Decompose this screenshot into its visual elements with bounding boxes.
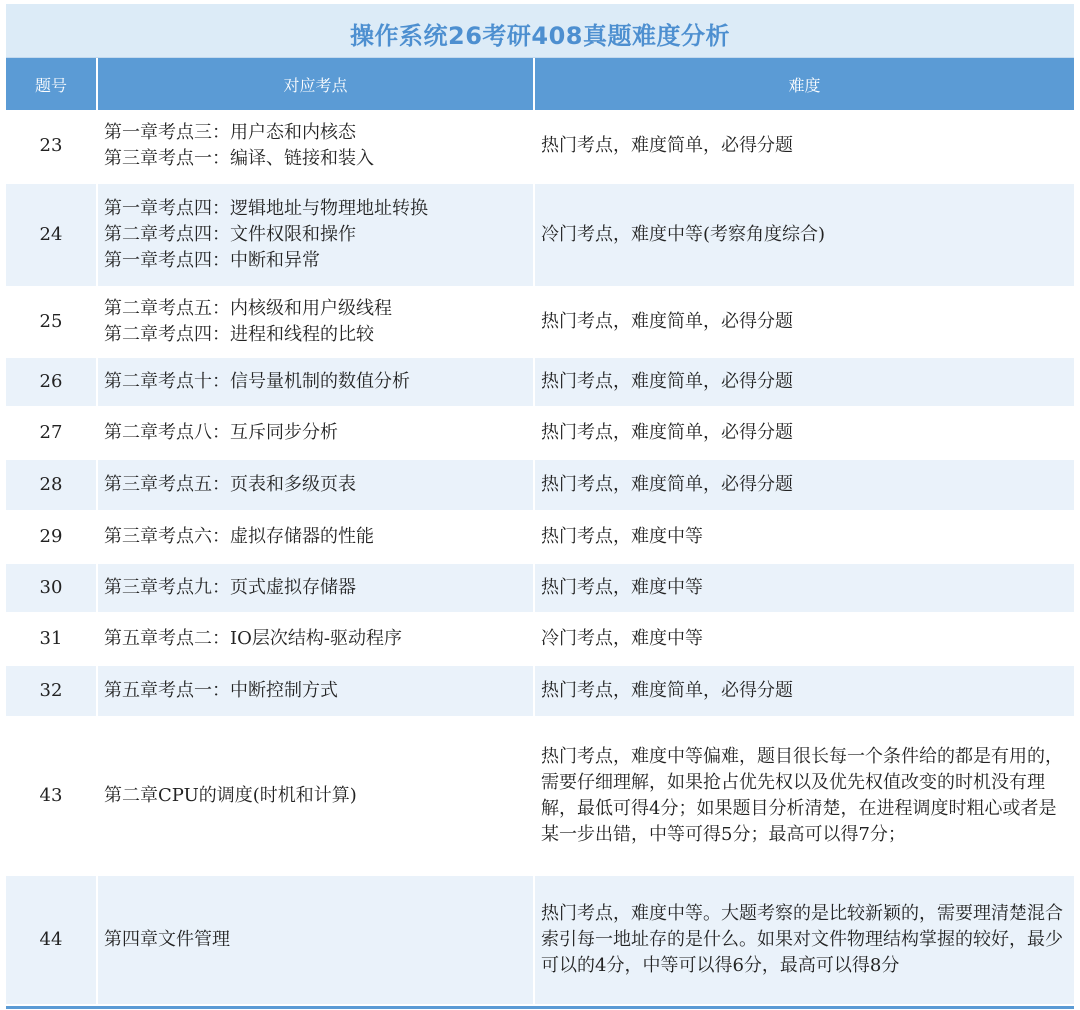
analysis-table bbox=[6, 58, 1074, 1006]
difficulty-cell bbox=[534, 717, 1074, 875]
topic-cell bbox=[97, 511, 534, 563]
topic-line: 第一章考点四：中断和异常 bbox=[104, 250, 320, 271]
table-row bbox=[6, 183, 1074, 287]
header-topic: 对应考点 bbox=[97, 58, 534, 110]
topic-line: 第五章考点二：IO层次结构-驱动程序 bbox=[104, 628, 402, 649]
table-row bbox=[6, 717, 1074, 875]
header-difficulty: 难度 bbox=[534, 58, 1074, 110]
difficulty-cell: 热门考点，难度中等 bbox=[534, 563, 1074, 613]
difficulty-cell: 热门考点，难度中等 bbox=[534, 511, 1074, 563]
table-row bbox=[6, 459, 1074, 511]
topic-cell bbox=[97, 717, 534, 875]
page-title: 操作系统26考研408真题难度分析 bbox=[350, 22, 730, 50]
table-row bbox=[6, 287, 1074, 357]
table-row bbox=[6, 563, 1074, 613]
question-number: 28 bbox=[6, 459, 97, 511]
table-row bbox=[6, 357, 1074, 407]
difficulty-cell bbox=[534, 875, 1074, 1005]
topic-line: 第三章考点六：虚拟存储器的性能 bbox=[104, 526, 374, 547]
question-number: 27 bbox=[6, 407, 97, 459]
question-number: 29 bbox=[6, 511, 97, 563]
difficulty-cell: 冷门考点，难度中等 bbox=[534, 613, 1074, 665]
topic-line: 第二章考点八：互斥同步分析 bbox=[104, 422, 338, 443]
table-row bbox=[6, 110, 1074, 183]
topic-cell bbox=[97, 287, 534, 357]
topic-line: 第二章考点五：内核级和用户级线程 bbox=[104, 298, 392, 319]
topic-cell bbox=[97, 407, 534, 459]
topic-cell bbox=[97, 665, 534, 717]
question-number: 32 bbox=[6, 665, 97, 717]
difficulty-cell: 热门考点，难度简单，必得分题 bbox=[534, 407, 1074, 459]
table-row bbox=[6, 875, 1074, 1005]
question-number: 31 bbox=[6, 613, 97, 665]
topic-cell bbox=[97, 357, 534, 407]
difficulty-analysis-sheet bbox=[6, 4, 1074, 1009]
difficulty-cell: 热门考点，难度简单，必得分题 bbox=[534, 357, 1074, 407]
table-bottom-rule bbox=[6, 1006, 1074, 1009]
question-number: 44 bbox=[6, 875, 97, 1005]
topic-cell bbox=[97, 110, 534, 183]
question-number: 26 bbox=[6, 357, 97, 407]
topic-cell bbox=[97, 563, 534, 613]
difficulty-cell: 冷门考点，难度中等(考察角度综合) bbox=[534, 183, 1074, 287]
table-row bbox=[6, 613, 1074, 665]
topic-cell bbox=[97, 613, 534, 665]
topic-line: 第二章考点十：信号量机制的数值分析 bbox=[104, 371, 410, 392]
table-row bbox=[6, 407, 1074, 459]
table-row bbox=[6, 665, 1074, 717]
topic-cell bbox=[97, 875, 534, 1005]
difficulty-text: 热门考点，难度中等。大题考察的是比较新颖的，需要理清楚混合索引每一地址存的是什么。如果对文件物理结构掌握的较好，最少可以的4分，中等可以得6分，最高可以得8分 bbox=[541, 903, 1063, 976]
topic-line: 第三章考点五：页表和多级页表 bbox=[104, 474, 356, 495]
header-number: 题号 bbox=[6, 58, 97, 110]
question-number: 43 bbox=[6, 717, 97, 875]
difficulty-cell: 热门考点，难度简单，必得分题 bbox=[534, 110, 1074, 183]
topic-line: 第二章考点四：进程和线程的比较 bbox=[104, 324, 374, 345]
topic-cell bbox=[97, 459, 534, 511]
difficulty-text: 热门考点，难度中等偏难，题目很长每一个条件给的都是有用的，需要仔细理解，如果抢占优先权以及优先权值改变的时机没有理解，最低可得4分；如果题目分析清楚，在进程调度时粗心或者是某一步出错，中等可得5分；最高可以得7分； bbox=[541, 746, 1063, 845]
topic-line: 第一章考点四：逻辑地址与物理地址转换 bbox=[104, 198, 428, 219]
topic-cell bbox=[97, 183, 534, 287]
difficulty-cell: 热门考点，难度简单，必得分题 bbox=[534, 459, 1074, 511]
question-number: 23 bbox=[6, 110, 97, 183]
title-bar bbox=[6, 4, 1074, 58]
difficulty-cell: 热门考点，难度简单，必得分题 bbox=[534, 665, 1074, 717]
table-row bbox=[6, 511, 1074, 563]
topic-line: 第一章考点三：用户态和内核态 bbox=[104, 122, 356, 143]
difficulty-cell: 热门考点，难度简单，必得分题 bbox=[534, 287, 1074, 357]
topic-line: 第三章考点九：页式虚拟存储器 bbox=[104, 577, 356, 598]
table-header-row bbox=[6, 58, 1074, 110]
question-number: 25 bbox=[6, 287, 97, 357]
topic-line: 第二章考点四：文件权限和操作 bbox=[104, 224, 356, 245]
question-number: 30 bbox=[6, 563, 97, 613]
topic-line: 第三章考点一：编译、链接和装入 bbox=[104, 148, 374, 169]
question-number: 24 bbox=[6, 183, 97, 287]
topic-line: 第五章考点一：中断控制方式 bbox=[104, 680, 338, 701]
topic-line: 第四章文件管理 bbox=[104, 929, 230, 950]
topic-line: 第二章CPU的调度(时机和计算) bbox=[104, 785, 357, 806]
